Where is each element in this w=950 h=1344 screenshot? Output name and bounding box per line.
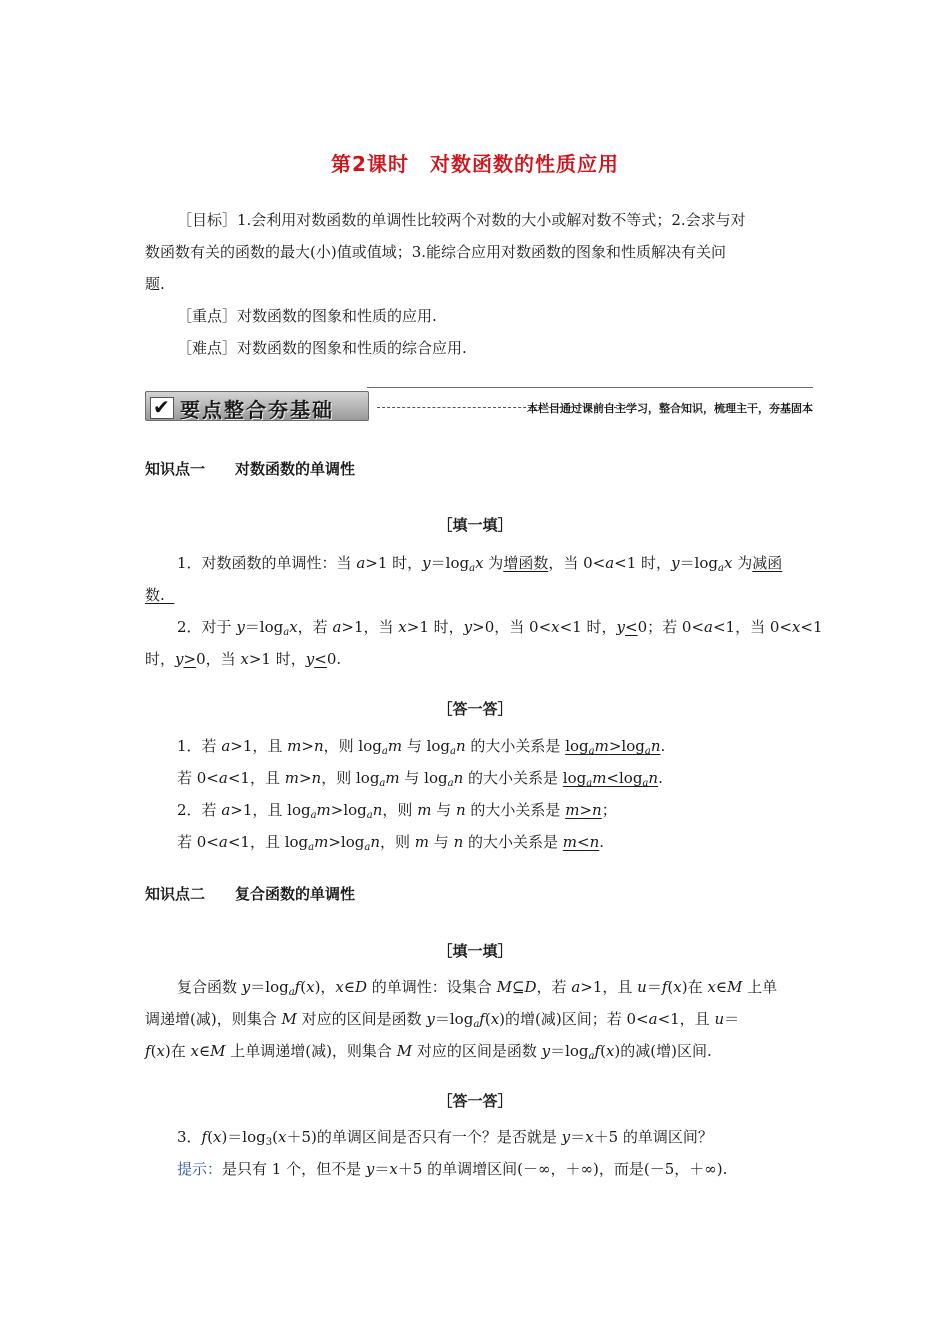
composite-line-2: 调递增(减)，则集合 M 对应的区间是函数 $y=\log_af(x)$的增(减)区间；若 0<a<1，且 u＝ — [145, 1010, 740, 1030]
fill-2-line-2: 时，y>0，当 x>1 时，y<0. — [145, 650, 342, 668]
section-1-fill-title: ［填一填］ — [437, 516, 513, 534]
section-banner — [145, 387, 813, 423]
answer-2-line-2: 若 0<a<1，且 $\log_am>\log_an$，则 m 与 n 的大小关系是 m<n. — [177, 833, 605, 853]
page-title: 第2课时 对数函数的性质应用 — [331, 152, 619, 176]
fill-2-line-1: 2．对于 $y=\log_ax$，若 a>1，当 x>1 时，y>0，当 0<x<1 时，y<0；若 0<a<1，当 0<x<1 — [177, 618, 823, 638]
answer-2-line-1: 2．若 a>1，且 $\log_am>\log_an$，则 m 与 n 的大小关系是 m>n； — [177, 801, 617, 821]
tip-label: 提示： — [177, 1160, 223, 1178]
composite-line-1: 复合函数 $y=\log_af(x)$，x∈D 的单调性：设集合 M⊆D，若 a>1，且 u＝f(x)在 x∈M 上单 — [177, 978, 778, 998]
section-2-fill-title: ［填一填］ — [437, 942, 513, 960]
banner-label: 要点整合夯基础 — [180, 398, 334, 422]
fill-1-line-1: 1．对数函数的单调性：当 a>1 时，$y=\log_ax$ 为增函数，当 0<a<1 时，$y=\log_ax$ 为减函 — [177, 554, 783, 574]
composite-line-3: f(x)在 x∈M 上单调递增(减)，则集合 M 对应的区间是函数 $y=\log_af(x)$的减(增)区间. — [145, 1042, 712, 1062]
banner-note: 本栏目通过课前自主学习，整合知识，梳理主干，夯基固本 — [527, 402, 813, 415]
section-1-answer-title: ［答一答］ — [437, 700, 513, 718]
goals-line-2: 数函数有关的函数的最大(小)值或值域；3.能综合应用对数函数的图象和性质解决有关问 — [145, 243, 727, 261]
goals-line-1: ［目标］1.会利用对数函数的单调性比较两个对数的大小或解对数不等式；2.会求与对 — [177, 211, 746, 229]
section-1-heading: 知识点一 对数函数的单调性 — [145, 460, 356, 478]
question-3: 3．$f(x)=\log_3(x+5)$的单调区间是否只有一个？是否就是 y＝x＋5 的单调区间？ — [177, 1128, 713, 1148]
key-point: ［重点］对数函数的图象和性质的应用. — [177, 307, 437, 325]
section-2-heading: 知识点二 复合函数的单调性 — [145, 885, 356, 903]
banner-box — [145, 391, 369, 421]
fill-1-line-2: 数. — [145, 586, 175, 604]
section-2-answer-title: ［答一答］ — [437, 1092, 513, 1110]
goals-line-3: 题. — [145, 275, 165, 293]
checkmark-icon: ✔ — [150, 397, 174, 419]
difficult-point: ［难点］对数函数的图象和性质的综合应用. — [177, 339, 467, 357]
banner-rule — [367, 387, 813, 388]
answer-3: 提示：是只有 1 个，但不是 y＝x＋5 的单调增区间(－∞，＋∞)，而是(－5，＋∞). — [177, 1160, 728, 1178]
answer-1-line-1: 1．若 a>1，且 m>n，则 $\log_am$ 与 $\log_an$ 的大小关系是 $\log_am>\log_an$. — [177, 737, 666, 757]
answer-1-line-2: 若 0<a<1，且 m>n，则 $\log_am$ 与 $\log_an$ 的大小关系是 $\log_am<\log_an$. — [177, 769, 663, 789]
